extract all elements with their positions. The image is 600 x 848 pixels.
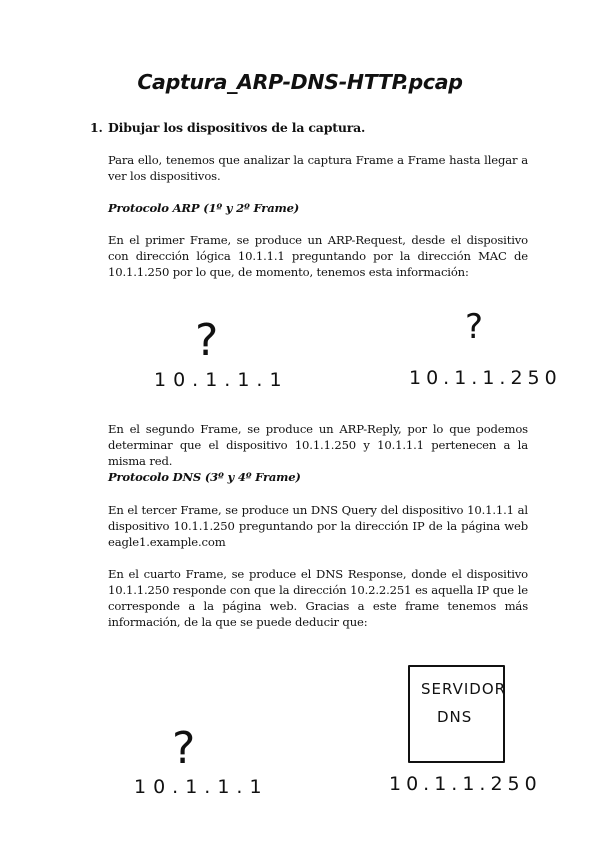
sketch-ip-label: 10.1.1.250 xyxy=(389,773,542,795)
question-mark-icon: ? xyxy=(465,307,484,347)
sketch-ip-label: 10.1.1.1 xyxy=(154,369,289,391)
dns-paragraph-1: En el tercer Frame, se produce un DNS Query del dispositivo 10.1.1.1 al dispositivo 10.1.1.250 preguntando por la dirección IP de la página web eagle1.example.com xyxy=(108,503,528,549)
dns-paragraph-2: En el cuarto Frame, se produce el DNS Response, donde el dispositivo 10.1.1.250 responde con que la dirección 10.2.2.251 es aquella IP que le corresponde a la página web. Gracias a este frame tenemos más información, de la que se puede deducir que: xyxy=(108,567,528,629)
section-heading-text: Dibujar los dispositivos de la captura. xyxy=(108,120,366,135)
sketch-1-right xyxy=(405,300,562,395)
section-heading xyxy=(90,120,365,135)
question-mark-icon: ? xyxy=(195,315,219,366)
question-mark-icon: ? xyxy=(172,723,196,774)
server-box-label: DNS xyxy=(437,708,473,726)
arp-paragraph-2: En el segundo Frame, se produce un ARP-Reply, por lo que podemos determinar que el dispositivo 10.1.1.250 y 10.1.1.1 pertenecen a la misma red. xyxy=(108,422,528,468)
sketch-1-left xyxy=(150,300,289,395)
document-title: Captura_ARP-DNS-HTTP.pcap xyxy=(137,70,463,94)
sketch-2-left xyxy=(130,705,269,800)
sketch-2-right xyxy=(385,660,545,800)
sketch-ip-label: 10.1.1.1 xyxy=(134,776,269,798)
arp-subheading: Protocolo ARP (1º y 2º Frame) xyxy=(108,201,300,215)
dns-subheading: Protocolo DNS (3º y 4º Frame) xyxy=(108,470,301,484)
arp-paragraph-1: En el primer Frame, se produce un ARP-Request, desde el dispositivo con dirección lógica 10.1.1.1 preguntando por la dirección MAC de 10.1.1.250 por lo que, de momento, tenemos esta información: xyxy=(108,233,528,279)
server-box-label: SERVIDOR xyxy=(421,680,507,698)
section-number: 1. xyxy=(90,120,103,135)
intro-paragraph: Para ello, tenemos que analizar la captura Frame a Frame hasta llegar a ver los dispositivos. xyxy=(108,153,528,183)
sketch-ip-label: 10.1.1.250 xyxy=(409,367,562,389)
